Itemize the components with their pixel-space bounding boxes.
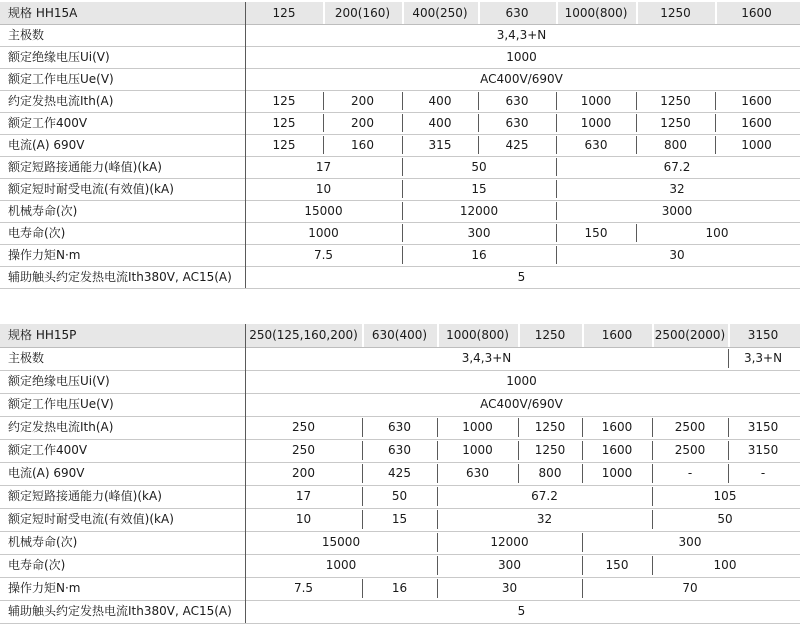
cell-divider: [728, 418, 729, 437]
table-row: [0, 244, 800, 267]
cell-divider: [402, 92, 403, 110]
row-label: 额定短时耐受电流(有效值)(kA): [8, 182, 174, 196]
cell-divider: [402, 180, 403, 198]
table-row: [0, 178, 800, 201]
row-label: 辅助触头约定发热电流Ith380V, AC15(A): [8, 270, 232, 284]
cell-divider: [556, 92, 557, 110]
row-label: 额定工作电压Ue(V): [8, 397, 114, 411]
value-cell: 125: [272, 94, 296, 108]
row-label: 电流(A) 690V: [8, 466, 85, 480]
value-cell: 7.5: [293, 581, 314, 595]
cell-divider: [556, 2, 558, 24]
row-label: 电寿命(次): [8, 558, 66, 572]
cell-divider: [556, 136, 557, 154]
value-cell: 300: [498, 558, 521, 572]
cell-divider: [582, 464, 583, 483]
value-cell: 17: [295, 489, 312, 503]
spec-column-header: 2500(2000): [654, 328, 726, 342]
table-row: [0, 416, 800, 440]
value-cell: 5: [517, 604, 526, 618]
row-label: 机械寿命(次): [8, 204, 78, 218]
value-cell: -: [687, 466, 693, 480]
spec-column-header: 200(160): [334, 6, 391, 20]
cell-divider: [636, 92, 637, 110]
value-cell: 2500: [674, 443, 706, 457]
spec-column-header: 250(125,160,200): [249, 328, 358, 342]
cell-divider: [402, 224, 403, 242]
value-cell: 1600: [741, 94, 772, 108]
cell-divider: [362, 418, 363, 437]
value-cell: 630: [466, 466, 489, 480]
value-cell: 1600: [601, 420, 633, 434]
value-cell: 3,3+N: [743, 351, 783, 365]
row-label: 额定绝缘电压Ui(V): [8, 374, 110, 388]
value-cell: 1000: [580, 116, 612, 130]
spec-column-header: 1250: [660, 6, 691, 20]
value-cell: AC400V/690V: [480, 397, 563, 411]
value-cell: 150: [605, 558, 629, 572]
cell-divider: [652, 464, 653, 483]
cell-divider: [728, 324, 730, 347]
cell-divider: [402, 246, 403, 264]
cell-divider: [556, 224, 557, 242]
cell-divider: [323, 136, 324, 154]
spec-column-header: 1250: [534, 328, 566, 342]
row-label: 额定短路接通能力(峰值)(kA): [8, 489, 162, 503]
cell-divider: [402, 158, 403, 176]
spec-column-header: 1000(800): [564, 6, 628, 20]
value-cell: 200: [351, 116, 374, 130]
spec-label: 规格 HH15P: [8, 328, 77, 342]
row-label: 额定工作400V: [8, 116, 88, 130]
value-cell: 300: [678, 535, 702, 549]
value-cell: 630: [505, 116, 529, 130]
table-row: [0, 266, 800, 289]
cell-divider: [556, 114, 557, 132]
value-cell: 250: [292, 443, 315, 457]
cell-divider: [636, 114, 637, 132]
value-cell: 3,4,3+N: [496, 28, 547, 42]
value-cell: 315: [428, 138, 452, 152]
cell-divider: [715, 114, 716, 132]
value-cell: 1000: [308, 226, 339, 240]
value-cell: 15000: [304, 204, 343, 218]
value-cell: 50: [391, 489, 408, 503]
value-cell: 125: [272, 116, 296, 130]
table-row: [0, 439, 800, 463]
table-row: [0, 347, 800, 371]
value-cell: 12000: [459, 204, 499, 218]
table-row: [0, 156, 800, 179]
value-cell: 67.2: [531, 489, 558, 503]
value-cell: 1250: [660, 94, 691, 108]
value-cell: 100: [713, 558, 737, 572]
cell-divider: [582, 579, 583, 598]
cell-divider: [728, 441, 729, 460]
value-cell: 12000: [490, 535, 529, 549]
value-cell: AC400V/690V: [480, 72, 563, 86]
table-row: [0, 462, 800, 486]
spec-column-header: 400(250): [412, 6, 468, 20]
value-cell: 250: [292, 420, 315, 434]
value-cell: 1000: [580, 94, 612, 108]
table-row: [0, 24, 800, 47]
value-cell: 70: [682, 581, 698, 595]
value-cell: 1250: [534, 443, 566, 457]
value-cell: 1250: [660, 116, 691, 130]
cell-divider: [437, 418, 438, 437]
cell-divider: [582, 533, 583, 552]
value-cell: 5: [517, 270, 526, 284]
table-row: [0, 370, 800, 394]
row-label: 约定发热电流Ith(A): [8, 94, 114, 108]
cell-divider: [402, 136, 403, 154]
table-row: [0, 90, 800, 113]
value-cell: 15: [471, 182, 487, 196]
value-cell: 100: [705, 226, 729, 240]
cell-divider: [636, 136, 637, 154]
header-row: [0, 2, 800, 25]
value-cell: 1600: [601, 443, 633, 457]
value-cell: 17: [315, 160, 332, 174]
cell-divider: [715, 92, 716, 110]
value-cell: 1250: [534, 420, 566, 434]
cell-divider: [715, 2, 717, 24]
table-row: [0, 222, 800, 245]
table-row: [0, 68, 800, 91]
spec-column-header: 3150: [747, 328, 779, 342]
spec-column-header: 125: [272, 6, 296, 20]
cell-divider: [478, 2, 480, 24]
value-cell: 16: [471, 248, 487, 262]
value-cell: 800: [538, 466, 562, 480]
cell-divider: [478, 114, 479, 132]
value-cell: -: [760, 466, 766, 480]
spec-column-header: 1600: [741, 6, 772, 20]
value-cell: 32: [669, 182, 685, 196]
cell-divider: [556, 158, 557, 176]
value-cell: 30: [501, 581, 518, 595]
cell-divider: [437, 487, 438, 506]
value-cell: 67.2: [663, 160, 691, 174]
value-cell: 425: [505, 138, 529, 152]
table-row: [0, 577, 800, 601]
value-cell: 630: [505, 94, 529, 108]
value-cell: 7.5: [313, 248, 334, 262]
row-label: 电寿命(次): [8, 226, 66, 240]
spec-column-header: 1000(800): [446, 328, 509, 342]
cell-divider: [582, 441, 583, 460]
value-cell: 50: [471, 160, 487, 174]
value-cell: 1000: [506, 374, 537, 388]
value-cell: 1600: [741, 116, 772, 130]
cell-divider: [323, 2, 325, 24]
cell-divider: [478, 92, 479, 110]
value-cell: 1000: [506, 50, 537, 64]
cell-divider: [636, 2, 638, 24]
value-cell: 10: [315, 182, 332, 196]
value-cell: 2500: [674, 420, 706, 434]
value-cell: 1000: [462, 420, 493, 434]
value-cell: 3000: [661, 204, 693, 218]
cell-divider: [518, 441, 519, 460]
row-label: 额定工作电压Ue(V): [8, 72, 114, 86]
cell-divider: [556, 202, 557, 220]
row-label: 额定短时耐受电流(有效值)(kA): [8, 512, 174, 526]
value-cell: 1000: [741, 138, 772, 152]
value-cell: 50: [717, 512, 733, 526]
row-label: 约定发热电流Ith(A): [8, 420, 114, 434]
cell-divider: [323, 114, 324, 132]
cell-divider: [582, 556, 583, 575]
table-row: [0, 200, 800, 223]
cell-divider: [518, 464, 519, 483]
value-cell: 1000: [325, 558, 357, 572]
cell-divider: [652, 418, 653, 437]
value-cell: 3,4,3+N: [461, 351, 512, 365]
value-cell: 15: [391, 512, 408, 526]
value-cell: 1000: [462, 443, 493, 457]
row-label: 机械寿命(次): [8, 535, 78, 549]
value-cell: 425: [388, 466, 411, 480]
cell-divider: [556, 246, 557, 264]
cell-divider: [715, 136, 716, 154]
cell-divider: [582, 418, 583, 437]
row-label: 主极数: [8, 351, 45, 365]
table-row: [0, 485, 800, 509]
value-cell: 200: [351, 94, 374, 108]
cell-divider: [652, 487, 653, 506]
value-cell: 400: [428, 116, 452, 130]
cell-divider: [556, 180, 557, 198]
cell-divider: [362, 510, 363, 529]
cell-divider: [582, 324, 584, 347]
cell-divider: [362, 464, 363, 483]
value-cell: 150: [584, 226, 608, 240]
table-row: [0, 531, 800, 555]
cell-divider: [636, 224, 637, 242]
cell-divider: [402, 202, 403, 220]
spec-column-header: 630(400): [371, 328, 428, 342]
value-cell: 160: [351, 138, 374, 152]
cell-divider: [362, 324, 364, 347]
row-label: 额定短路接通能力(峰值)(kA): [8, 160, 162, 174]
row-label: 电流(A) 690V: [8, 138, 85, 152]
cell-divider: [323, 92, 324, 110]
cell-divider: [402, 114, 403, 132]
table-row: [0, 393, 800, 417]
table-row: [0, 600, 800, 624]
table-row: [0, 134, 800, 157]
cell-divider: [362, 579, 363, 598]
value-cell: 16: [391, 581, 408, 595]
cell-divider: [728, 349, 729, 368]
row-label: 额定工作400V: [8, 443, 88, 457]
cell-divider: [652, 441, 653, 460]
cell-divider: [362, 441, 363, 460]
value-cell: 10: [295, 512, 312, 526]
value-cell: 30: [669, 248, 685, 262]
header-row: [0, 324, 800, 348]
table-row: [0, 554, 800, 578]
value-cell: 105: [713, 489, 737, 503]
row-label: 主极数: [8, 28, 45, 42]
value-cell: 3150: [747, 443, 779, 457]
value-cell: 400: [428, 94, 452, 108]
cell-divider: [437, 441, 438, 460]
row-label: 辅助触头约定发热电流Ith380V, AC15(A): [8, 604, 232, 618]
cell-divider: [437, 324, 439, 347]
table-row: [0, 46, 800, 69]
table-row: [0, 508, 800, 532]
value-cell: 300: [467, 226, 491, 240]
value-cell: 630: [388, 420, 411, 434]
cell-divider: [652, 556, 653, 575]
value-cell: 200: [292, 466, 315, 480]
value-cell: 630: [584, 138, 608, 152]
table-row: [0, 112, 800, 135]
cell-divider: [518, 418, 519, 437]
spec-column-header: 1600: [601, 328, 633, 342]
cell-divider: [652, 324, 654, 347]
cell-divider: [652, 510, 653, 529]
value-cell: 15000: [321, 535, 361, 549]
cell-divider: [478, 136, 479, 154]
value-cell: 630: [388, 443, 411, 457]
cell-divider: [437, 533, 438, 552]
value-cell: 32: [536, 512, 553, 526]
cell-divider: [437, 510, 438, 529]
row-label: 操作力矩N·m: [8, 248, 81, 262]
cell-divider: [362, 487, 363, 506]
cell-divider: [402, 2, 404, 24]
value-cell: 125: [272, 138, 296, 152]
cell-divider: [518, 324, 520, 347]
value-cell: 1000: [601, 466, 633, 480]
cell-divider: [728, 464, 729, 483]
row-label: 额定绝缘电压Ui(V): [8, 50, 110, 64]
row-label: 操作力矩N·m: [8, 581, 81, 595]
cell-divider: [437, 579, 438, 598]
cell-divider: [437, 464, 438, 483]
value-cell: 800: [664, 138, 687, 152]
spec-label: 规格 HH15A: [8, 6, 78, 20]
spec-column-header: 630: [505, 6, 529, 20]
value-cell: 3150: [747, 420, 779, 434]
cell-divider: [437, 556, 438, 575]
